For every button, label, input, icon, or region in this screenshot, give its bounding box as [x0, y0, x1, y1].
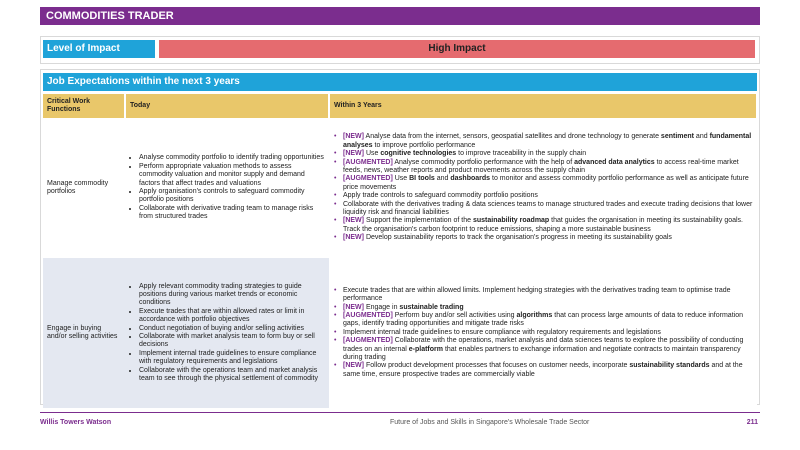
change-tag: [NEW] — [343, 150, 364, 158]
future-item: • [AUGMENTED] Use BI tools and dashboards to monitor and assess commodity portfolio performance as well as anticipate future price movements — [343, 175, 753, 192]
footer-brand: Willis Towers Watson — [40, 419, 112, 426]
expectations-heading: Job Expectations within the next 3 years — [43, 73, 757, 91]
change-tag: [AUGMENTED] — [343, 175, 393, 183]
table-header-row — [43, 94, 757, 119]
change-tag: [AUGMENTED] — [343, 311, 393, 319]
future-item: • Execute trades that are within allowed limits. Implement hedging strategies with the derivatives trading team to optimise trade performance — [343, 287, 753, 304]
future-item: • Apply trade controls to safeguard commodity portfolio positions — [343, 192, 753, 200]
today-item: • Collaborate with market analysis team to form buy or sell decisions — [139, 333, 325, 350]
today-cell — [125, 119, 329, 257]
column-header-future: Within 3 Years — [329, 94, 757, 119]
today-item: • Implement internal trade guidelines to ensure compliance with regulatory requirements and legislations — [139, 350, 325, 367]
future-item: • [NEW] Support the implementation of the sustainability roadmap that guides the organisation in meeting its sustainability goals. Track the organisation's carbon footprint to reduce emissions, shaping a more sustainable business — [343, 217, 753, 234]
highlighted-term: algorithms — [516, 311, 553, 319]
highlighted-term: advanced data analytics — [574, 158, 655, 166]
impact-value: High Impact — [159, 40, 755, 58]
change-tag: [AUGMENTED] — [343, 158, 393, 166]
highlighted-term: sentiment — [660, 133, 694, 141]
future-item: • [AUGMENTED] Perform buy and/or sell activities using algorithms that can process large amounts of data to reduce information gaps, identify trading opportunities and mitigate trade risks — [343, 312, 753, 329]
today-item: • Analyse commodity portfolio to identify trading opportunities — [139, 154, 325, 162]
table-row — [43, 257, 757, 408]
highlighted-term: e-platform — [408, 345, 443, 353]
change-tag: [NEW] — [343, 362, 364, 370]
today-item: • Conduct negotiation of buying and/or selling activities — [139, 325, 325, 333]
impact-label: Level of Impact — [43, 40, 155, 58]
today-item: • Collaborate with the operations team and market analysis team to see through the physical settlement of commodity — [139, 367, 325, 384]
future-list — [333, 133, 753, 242]
highlighted-term: sustainable trading — [399, 303, 464, 311]
page-title: COMMODITIES TRADER — [40, 7, 760, 25]
expectations-table — [43, 94, 758, 408]
future-cell — [329, 257, 757, 408]
today-item: • Execute trades that are within allowed rates or limit in accordance with portfolio objectives — [139, 308, 325, 325]
future-item: • [NEW] Follow product development processes that focuses on customer needs, incorporate sustainability standards and at the same time, ensure prospective trades are commercially viable — [343, 362, 753, 379]
highlighted-term: sustainability roadmap — [472, 217, 550, 225]
change-tag: [NEW] — [343, 217, 364, 225]
future-item: • [NEW] Develop sustainability reports to track the organisation's progress in meeting its sustainability goals — [343, 234, 753, 242]
future-item: • [NEW] Use cognitive technologies to improve traceability in the supply chain — [343, 150, 753, 158]
highlighted-term: BI tools — [409, 175, 435, 183]
today-item: • Perform appropriate valuation methods to assess commodity valuation and monitor supply and demand factors that affect trades and valuations — [139, 163, 325, 188]
today-item: • Collaborate with derivative trading team to manage risks from structured trades — [139, 205, 325, 222]
page-number: 211 — [746, 419, 758, 426]
highlighted-term: fundamental analyses — [343, 133, 752, 149]
today-list — [129, 283, 325, 384]
future-item: • [NEW] Analyse data from the internet, sensors, geospatial satellites and drone technology to generate sentiment and fundamental analyses to improve portfolio performance — [343, 133, 753, 150]
footer-report-title: Future of Jobs and Skills in Singapore's Wholesale Trade Sector — [390, 419, 590, 426]
today-cell — [125, 257, 329, 408]
function-cell: Engage in buying and/or selling activities — [43, 257, 125, 408]
footer-divider — [40, 412, 760, 413]
future-item: • [AUGMENTED] Analyse commodity portfolio performance with the help of advanced data analytics to access real-time market feeds, news, weather reports and product movements across the supply chain — [343, 159, 753, 176]
today-item: • Apply relevant commodity trading strategies to guide positions during various market trends or economic conditions — [139, 283, 325, 308]
today-item: • Apply organisation's controls to safeguard commodity portfolio positions — [139, 188, 325, 205]
future-cell — [329, 119, 757, 257]
function-cell: Manage commodity portfolios — [43, 119, 125, 257]
table-row — [43, 119, 757, 257]
future-list — [333, 287, 753, 379]
change-tag: [NEW] — [343, 303, 364, 311]
column-header-functions: Critical Work Functions — [43, 94, 125, 119]
today-list — [129, 154, 325, 221]
change-tag: [NEW] — [343, 234, 364, 242]
highlighted-term: sustainability standards — [629, 362, 710, 370]
future-item: • Collaborate with the derivatives trading & data sciences teams to manage structured trades and execute trading decisions that lower liquidity risk and financial liabilities — [343, 201, 753, 218]
highlighted-term: dashboards — [450, 175, 491, 183]
change-tag: [NEW] — [343, 133, 364, 141]
change-tag: [AUGMENTED] — [343, 337, 393, 345]
column-header-today: Today — [125, 94, 329, 119]
highlighted-term: cognitive technologies — [380, 150, 457, 158]
future-item: • Implement internal trade guidelines to ensure compliance with regulatory requirements and legislations — [343, 329, 753, 337]
future-item: • [NEW] Engage in sustainable trading — [343, 304, 753, 312]
future-item: • [AUGMENTED] Collaborate with the operations, market analysis and data sciences teams to explore the possibility of conducting trades on an internal e-platform that enables partners to exchange information and negotiate contracts to maintain transparency during trading — [343, 337, 753, 362]
